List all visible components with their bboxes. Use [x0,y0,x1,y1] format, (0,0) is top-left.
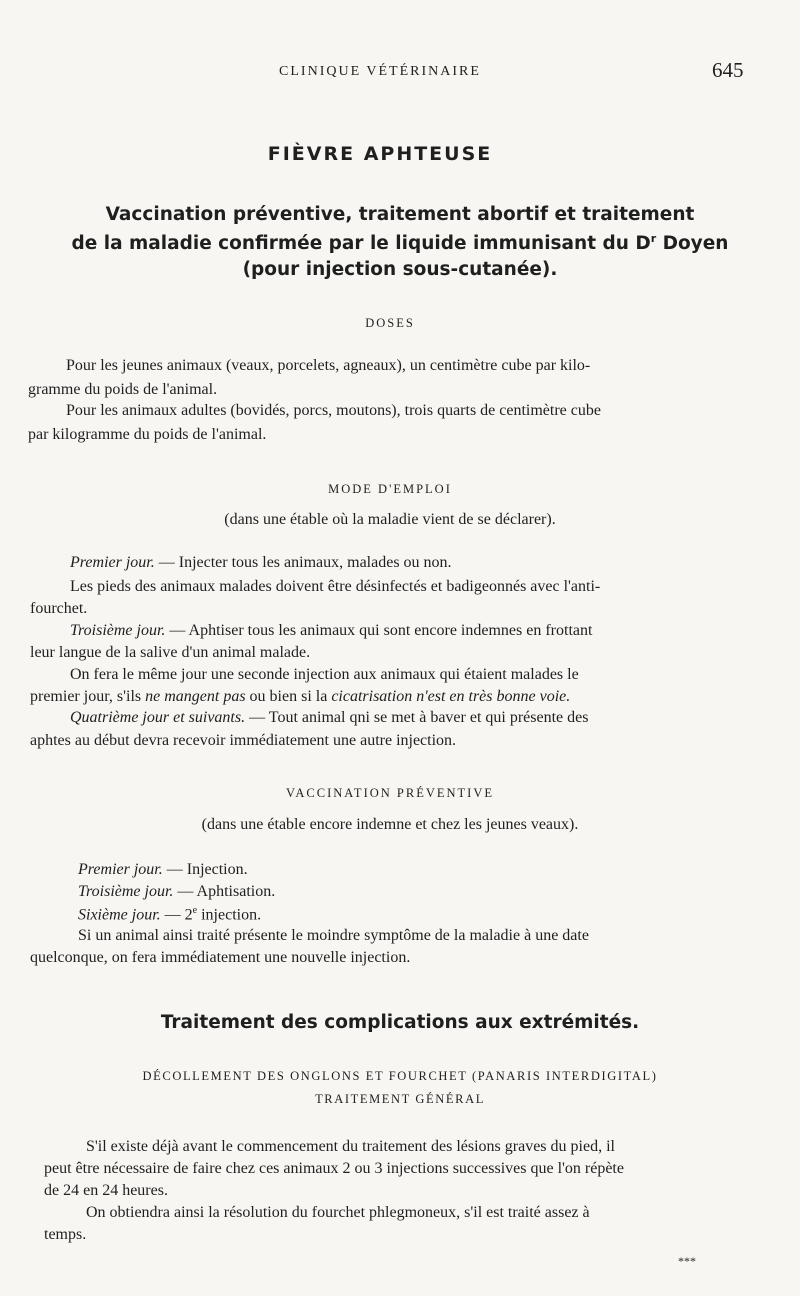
mode-line-1-text: — Injecter tous les animaux, malades ou non. [154,554,452,571]
complications-line-1: S'il existe déjà avant le commencement du traitement des lésions graves du pied, il [86,1138,615,1155]
heading-decollement: DÉCOLLEMENT DES ONGLONS ET FOURCHET (PANARIS INTERDIGITAL) [142,1069,658,1083]
superscript-r: r [650,232,657,245]
vacc-line-2 [78,883,275,901]
main-title: FIÈVRE APHTEUSE [267,143,493,165]
mode-line-4-text: — Aphtiser tous les animaux qui sont encore indemnes en frottant [165,622,593,639]
vacc-line-3-text: — 2 [160,906,193,924]
vacc-line-3 [78,905,261,924]
day-label: Troisième jour. [78,883,174,900]
mode-line-7-a: premier jour, s'ils [30,688,146,705]
doses-line-2: gramme du poids de l'animal. [28,381,218,398]
mode-line-7-b: ou bien si la [245,688,332,705]
day-label: Troisième jour. [70,622,166,639]
mode-line-9: aphtes au début devra recevoir immédiatement une autre injection. [30,732,457,749]
doses-line-1: Pour les jeunes animaux (veaux, porcelets, agneaux), un centimètre cube par kilo- [66,357,591,374]
day-label: Premier jour. [78,861,163,878]
section-title-complications: Traitement des complications aux extrémités. [160,1012,640,1033]
subtitle-line-1: Vaccination préventive, traitement abortif et traitement [105,204,695,225]
mode-parenthetical: (dans une étable où la maladie vient de se déclarer). [224,511,556,528]
mode-line-5: leur langue de la salive d'un animal malade. [30,644,311,661]
superscript-e: e [192,905,198,916]
page-number: 645 [712,58,744,82]
vacc-line-1 [78,861,248,879]
mode-line-2: Les pieds des animaux malades doivent être désinfectés et badigeonnés avec l'anti- [70,578,601,595]
vacc-line-4: Si un animal ainsi traité présente le moindre symptôme de la maladie à une date [78,927,589,944]
vacc-line-1-text: — Injection. [162,861,248,878]
heading-doses: DOSES [365,316,415,330]
day-label: Quatrième jour et suivants. [70,709,246,726]
mode-line-7 [30,688,570,706]
heading-vaccination-preventive: VACCINATION PRÉVENTIVE [285,786,494,800]
mode-line-4 [70,622,592,640]
mode-line-1 [70,554,452,572]
day-label: Premier jour. [70,554,155,571]
doses-line-3: Pour les animaux adultes (bovidés, porcs, moutons), trois quarts de centimètre cube [66,402,601,419]
mode-line-7-italic-2: cicatrisation n'est en très bonne voie. [331,688,571,705]
subtitle-line-2-text: de la maladie confirmée par le liquide immunisant du D [71,233,651,255]
subtitle-line-2-name: Doyen [656,233,729,255]
heading-mode-emploi: MODE D'EMPLOI [328,482,452,496]
complications-line-4: On obtiendra ainsi la résolution du fourchet phlegmoneux, s'il est traité assez à [86,1204,590,1221]
subtitle-line-3: (pour injection sous-cutanée). [242,259,558,280]
day-label: Sixième jour. [78,906,161,924]
complications-line-5: temps. [44,1226,87,1243]
vacc-line-2-text: — Aphtisation. [173,883,276,900]
mode-line-8-text: — Tout animal qni se met à baver et qui présente des [245,709,589,726]
mode-line-7-italic-1: ne mangent pas [145,688,246,705]
vacc-line-5: quelconque, on fera immédiatement une nouvelle injection. [30,949,411,966]
mode-line-8 [70,709,588,727]
vacc-line-3-text-b: injection. [197,906,262,924]
subtitle-line-2 [0,232,800,254]
running-head: CLINIQUE VÉTÉRINAIRE [279,64,481,79]
heading-traitement-general: TRAITEMENT GÉNÉRAL [315,1092,485,1106]
doses-line-4: par kilogramme du poids de l'animal. [28,426,267,443]
complications-line-2: peut être nécessaire de faire chez ces animaux 2 ou 3 injections successives que l'on répète [44,1160,624,1177]
asterism: *** [678,1254,696,1268]
vaccination-parenthetical: (dans une étable encore indemne et chez les jeunes veaux). [201,816,579,833]
complications-line-3: de 24 en 24 heures. [44,1182,168,1199]
mode-line-6: On fera le même jour une seconde injection aux animaux qui étaient malades le [70,666,579,683]
mode-line-3: fourchet. [30,600,88,617]
